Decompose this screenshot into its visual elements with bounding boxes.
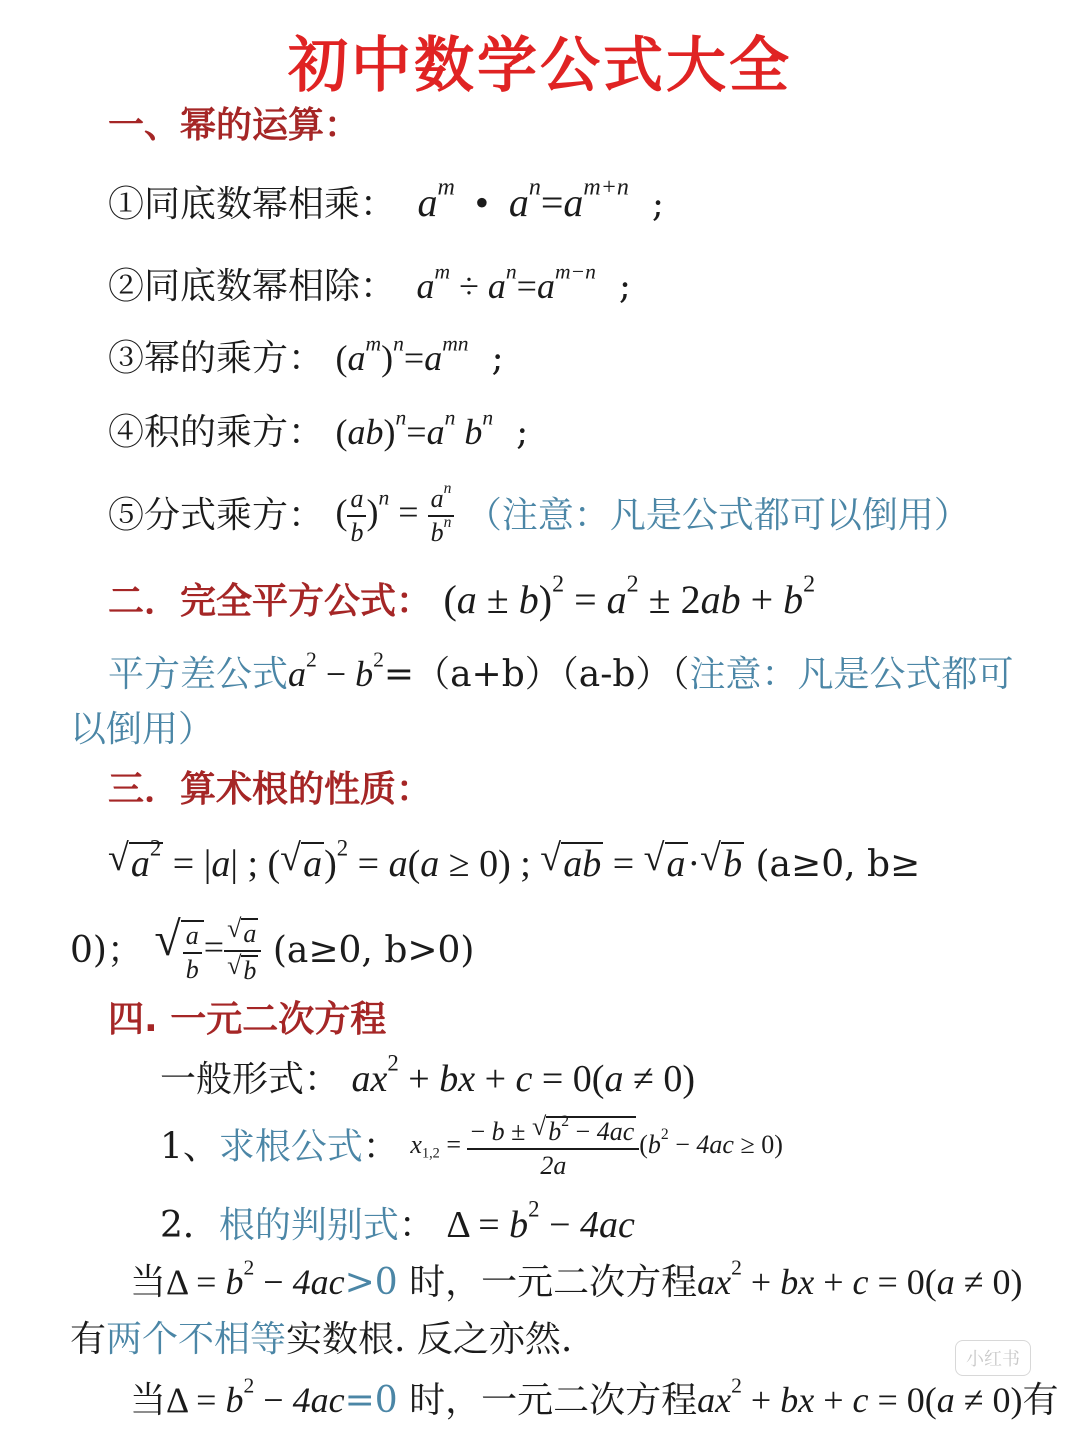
note-close: ） — [933, 495, 970, 536]
disc-label: 根的判别式 — [218, 1205, 399, 1246]
diff-tail: =（a+b）（a-b）（ — [383, 654, 690, 695]
note-text: 凡是公式都可以倒用 — [609, 495, 934, 536]
general-form: 一般形式： $ax^2$ + bx + c = 0(a ≠ 0) — [160, 1050, 695, 1100]
cond2: (a≥0, b>0) — [272, 930, 475, 971]
formula-same-base-divide: ②同底数幂相除： $a^m \div a^n=a^{m-n}$ ; — [108, 259, 631, 307]
case1-mid: 时，一元二次方程 — [397, 1262, 698, 1303]
case-delta-positive-result — [70, 1319, 573, 1360]
root-quotient-property: 0)； √ $\frac{a}{b}$ = √ a √ b (a≥0, b>0) — [70, 918, 474, 984]
section3-heading: 三．算术根的性质： — [108, 769, 433, 810]
section2-heading: 二．完全平方公式： — [108, 581, 433, 622]
formula-same-base-multiply: ①同底数幂相乘： $a^m$ • $a^n=a^{m+n}$ ; — [108, 174, 664, 225]
case1-gt: >0 — [344, 1262, 398, 1303]
disc-num: 2． — [160, 1205, 219, 1246]
arithmetic-root-properties: √ $a^2 = |a|$ ; (√ a)$^2$ = a(a ≥ 0) ; √ ab = √ a·√ b (a≥0, b≥ — [108, 842, 920, 883]
root-num: 1、 — [160, 1126, 219, 1168]
item3-label: ③幂的乘方： — [108, 338, 325, 379]
section4-heading: 四. 一元二次方程 — [108, 999, 387, 1040]
case2-end: 有 — [1022, 1380, 1059, 1421]
page-title: 初中数学公式大全 — [288, 31, 792, 101]
discriminant: 2．根的判别式： $\Delta = b^2 - 4ac$ — [160, 1196, 635, 1246]
cond1-cont: 0)； — [70, 930, 143, 971]
watermark-logo: 小红书 — [955, 1340, 1031, 1376]
perfect-square-formula: 二．完全平方公式： $(a \pm b)^2 = a^2 \pm 2ab + b^2$ — [108, 571, 816, 622]
formula-power-of-product: ④积的乘方： $(ab)^n=a^n$ $b^n$ ; — [108, 405, 529, 453]
diff-label: 平方差公式 — [108, 654, 289, 695]
disc-colon: ： — [398, 1205, 435, 1246]
note-open: （注意： — [465, 495, 610, 536]
case2-eq: =0 — [344, 1380, 398, 1421]
case2-pre: 当 — [130, 1380, 167, 1421]
case-delta-zero: 当$\Delta = b^2 - 4ac=0$ 时，一元二次方程$ax^2$ + bx + c = 0(a ≠ 0)有 — [130, 1373, 1059, 1421]
item1-label: ①同底数幂相乘： — [108, 184, 397, 225]
diff-note: 注意：凡是公式都可 — [689, 654, 1014, 695]
root-formula: 1、求根公式： $x_{1,2}$ = $\frac{- b \pm √ b^2 - 4ac}{2a}$ $(b^2 - 4ac \ge 0)$ — [160, 1116, 783, 1179]
section1-heading: 一、幂的运算： — [108, 105, 361, 146]
item5-label: ⑤分式乘方： — [108, 495, 325, 536]
case-delta-positive: 当$\Delta = b^2 - 4ac>0$ 时，一元二次方程$ax^2$ + bx + c = 0(a ≠ 0) — [130, 1255, 1023, 1303]
case2-mid: 时，一元二次方程 — [397, 1380, 698, 1421]
case1-has: 有 — [70, 1319, 107, 1360]
item4-label: ④积的乘方： — [108, 412, 325, 453]
formula-fraction-power: ⑤分式乘方： ( $\frac{a}{b}$ )$^n$ = $\frac{a^n}{b^n}$ （注意：凡是公式都可以倒用） — [108, 479, 970, 547]
general-label: 一般形式： — [160, 1059, 341, 1100]
case1-blue: 两个不相等 — [106, 1319, 287, 1360]
cond1: (a≥0, b≥ — [755, 844, 921, 885]
diff-note-continued: 以倒用） — [70, 709, 215, 750]
case1-rest: 实数根. 反之亦然. — [286, 1319, 573, 1360]
formula-power-of-power: ③幂的乘方： $(a^m)^n=a^{mn}$ ; — [108, 331, 504, 379]
difference-of-squares: 平方差公式$a^2 - b^2=(a+b)(a-b)$（注意：凡是公式都可 — [108, 647, 1014, 695]
root-colon: ： — [362, 1126, 399, 1168]
root-label: 求根公式 — [218, 1126, 363, 1168]
case1-pre: 当 — [130, 1262, 167, 1303]
item2-label: ②同底数幂相除： — [108, 266, 397, 307]
